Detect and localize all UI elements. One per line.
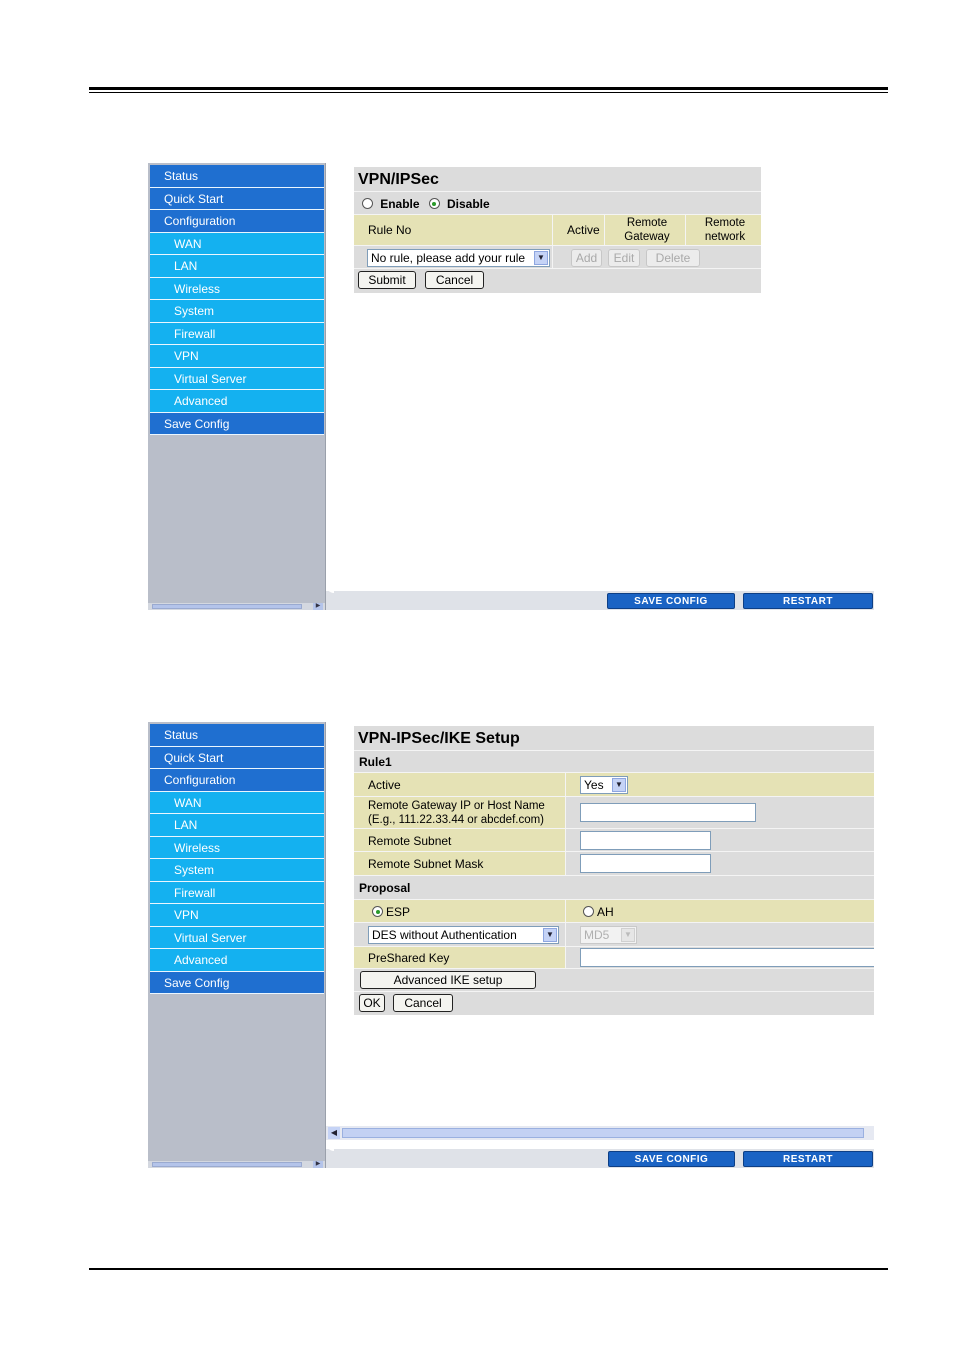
- content-area: [326, 722, 874, 1168]
- sidebar: [148, 722, 326, 1168]
- sidebar-item-vpn[interactable]: VPN: [150, 904, 324, 927]
- sidebar-item-save-config[interactable]: Save Config: [150, 413, 324, 436]
- ah-label: AH: [597, 905, 614, 919]
- ok-row: [354, 992, 874, 1015]
- page-title: VPN-IPSec/IKE Setup: [354, 726, 874, 751]
- authentication-select[interactable]: [580, 926, 637, 944]
- bottom-bar: [326, 591, 874, 610]
- esp-label: ESP: [386, 905, 411, 919]
- advanced-ike-setup-button[interactable]: Advanced IKE setup: [360, 971, 536, 989]
- sidebar-item-lan[interactable]: LAN: [150, 255, 324, 278]
- sidebar: [148, 163, 326, 610]
- sidebar-nav: [150, 724, 324, 994]
- sidebar-item-wireless[interactable]: Wireless: [150, 278, 324, 301]
- scrollbar-thumb[interactable]: [342, 1128, 864, 1138]
- enable-label: Enable: [380, 197, 420, 211]
- rule-select-row: [354, 246, 761, 269]
- ok-button[interactable]: OK: [359, 994, 385, 1012]
- footer-rule: [89, 1268, 888, 1270]
- header-rule-thick: [89, 87, 888, 90]
- vpn-ipsec-panel: [354, 167, 761, 293]
- encryption-select[interactable]: [368, 926, 559, 944]
- sidebar-scrollbar[interactable]: [148, 603, 325, 610]
- submit-row: [354, 269, 761, 293]
- chevron-down-icon: ▼: [543, 928, 557, 942]
- active-select[interactable]: [580, 776, 628, 794]
- chevron-down-icon: ▼: [621, 928, 635, 942]
- mask-label: Remote Subnet Mask: [368, 857, 484, 871]
- disable-radio[interactable]: [429, 198, 440, 209]
- edit-button[interactable]: Edit: [608, 249, 640, 267]
- sidebar-item-save-config[interactable]: Save Config: [150, 972, 324, 995]
- content-horizontal-scrollbar[interactable]: [326, 1126, 874, 1140]
- page-title: VPN/IPSec: [354, 167, 761, 192]
- scroll-right-icon[interactable]: ▶: [313, 603, 323, 610]
- sidebar-item-quick-start[interactable]: Quick Start: [150, 747, 324, 770]
- scrollbar-thumb[interactable]: [152, 1162, 302, 1167]
- sidebar-item-configuration[interactable]: Configuration: [150, 769, 324, 792]
- enable-row: [354, 192, 761, 215]
- submit-button[interactable]: Submit: [358, 271, 416, 289]
- sidebar-item-status[interactable]: Status: [150, 724, 324, 747]
- gateway-row: [354, 797, 874, 829]
- sidebar-item-advanced[interactable]: Advanced: [150, 949, 324, 972]
- sidebar-item-advanced[interactable]: Advanced: [150, 390, 324, 413]
- sidebar-item-firewall[interactable]: Firewall: [150, 882, 324, 905]
- sidebar-item-virtual-server[interactable]: Virtual Server: [150, 927, 324, 950]
- content-area: [326, 163, 874, 610]
- disable-label: Disable: [446, 197, 490, 211]
- rule-select-value: No rule, please add your rule: [371, 251, 526, 265]
- psk-row: [354, 947, 874, 969]
- chevron-down-icon: ▼: [612, 778, 626, 792]
- rule-heading: Rule1: [359, 755, 392, 769]
- scroll-left-icon[interactable]: ◀: [328, 1127, 340, 1139]
- bottom-bar: [326, 1149, 874, 1168]
- active-row: [354, 773, 874, 797]
- screenshot-vpn-ipsec: [148, 163, 874, 610]
- subnet-label: Remote Subnet: [368, 834, 452, 848]
- mask-row: [354, 852, 874, 876]
- cancel-button[interactable]: Cancel: [425, 271, 484, 289]
- active-select-value: Yes: [584, 778, 604, 792]
- sidebar-item-virtual-server[interactable]: Virtual Server: [150, 368, 324, 391]
- proposal-heading-row: [354, 876, 874, 900]
- rule-no-header: Rule No: [368, 223, 412, 237]
- rule-select[interactable]: [367, 249, 550, 267]
- sidebar-scrollbar[interactable]: [148, 1161, 325, 1168]
- ah-radio[interactable]: [583, 906, 594, 917]
- cancel-button[interactable]: Cancel: [393, 994, 453, 1012]
- psk-label: PreShared Key: [368, 951, 450, 965]
- remote-gateway-input[interactable]: [580, 803, 756, 822]
- sidebar-item-system[interactable]: System: [150, 859, 324, 882]
- sidebar-item-firewall[interactable]: Firewall: [150, 323, 324, 346]
- header-rule-thin: [89, 92, 888, 93]
- advanced-row: [354, 969, 874, 992]
- sidebar-item-wan[interactable]: WAN: [150, 233, 324, 256]
- sidebar-item-vpn[interactable]: VPN: [150, 345, 324, 368]
- remote-subnet-mask-input[interactable]: [580, 854, 711, 873]
- remote-network-header: Remote network: [704, 217, 746, 243]
- active-header: Active: [567, 223, 600, 237]
- sidebar-item-configuration[interactable]: Configuration: [150, 210, 324, 233]
- gateway-example: (E.g., 111.22.33.44 or abcdef.com): [368, 814, 545, 826]
- rule-heading-row: [354, 751, 874, 773]
- subnet-row: [354, 829, 874, 852]
- protocol-row: [354, 900, 874, 923]
- add-button[interactable]: Add: [571, 249, 602, 267]
- sidebar-item-wan[interactable]: WAN: [150, 792, 324, 815]
- remote-gateway-header: Remote Gateway: [624, 217, 670, 243]
- restart-button[interactable]: RESTART: [743, 593, 873, 609]
- sidebar-nav: [150, 165, 324, 435]
- remote-subnet-input[interactable]: [580, 831, 711, 850]
- enable-radio[interactable]: [362, 198, 373, 209]
- rule-header-row: [354, 215, 761, 246]
- restart-button[interactable]: RESTART: [743, 1151, 873, 1167]
- delete-button[interactable]: Delete: [646, 249, 700, 267]
- proposal-heading: Proposal: [359, 881, 411, 895]
- algorithm-row: [354, 923, 874, 947]
- esp-radio[interactable]: [372, 906, 383, 917]
- gateway-label: Remote Gateway IP or Host Name: [368, 800, 545, 812]
- screenshot-ike-setup: [148, 722, 874, 1168]
- save-config-button[interactable]: SAVE CONFIG: [607, 593, 735, 609]
- ike-setup-panel: [354, 726, 874, 1015]
- sidebar-item-system[interactable]: System: [150, 300, 324, 323]
- save-config-button[interactable]: SAVE CONFIG: [608, 1151, 735, 1167]
- encryption-select-value: DES without Authentication: [372, 928, 517, 942]
- sidebar-item-lan[interactable]: LAN: [150, 814, 324, 837]
- preshared-key-input[interactable]: [580, 948, 874, 967]
- scrollbar-thumb[interactable]: [152, 604, 302, 609]
- sidebar-item-status[interactable]: Status: [150, 165, 324, 188]
- active-label: Active: [368, 778, 401, 792]
- scroll-right-icon[interactable]: ▶: [313, 1161, 323, 1168]
- sidebar-item-wireless[interactable]: Wireless: [150, 837, 324, 860]
- chevron-down-icon: ▼: [534, 251, 548, 265]
- sidebar-item-quick-start[interactable]: Quick Start: [150, 188, 324, 211]
- authentication-select-value: MD5: [584, 928, 610, 942]
